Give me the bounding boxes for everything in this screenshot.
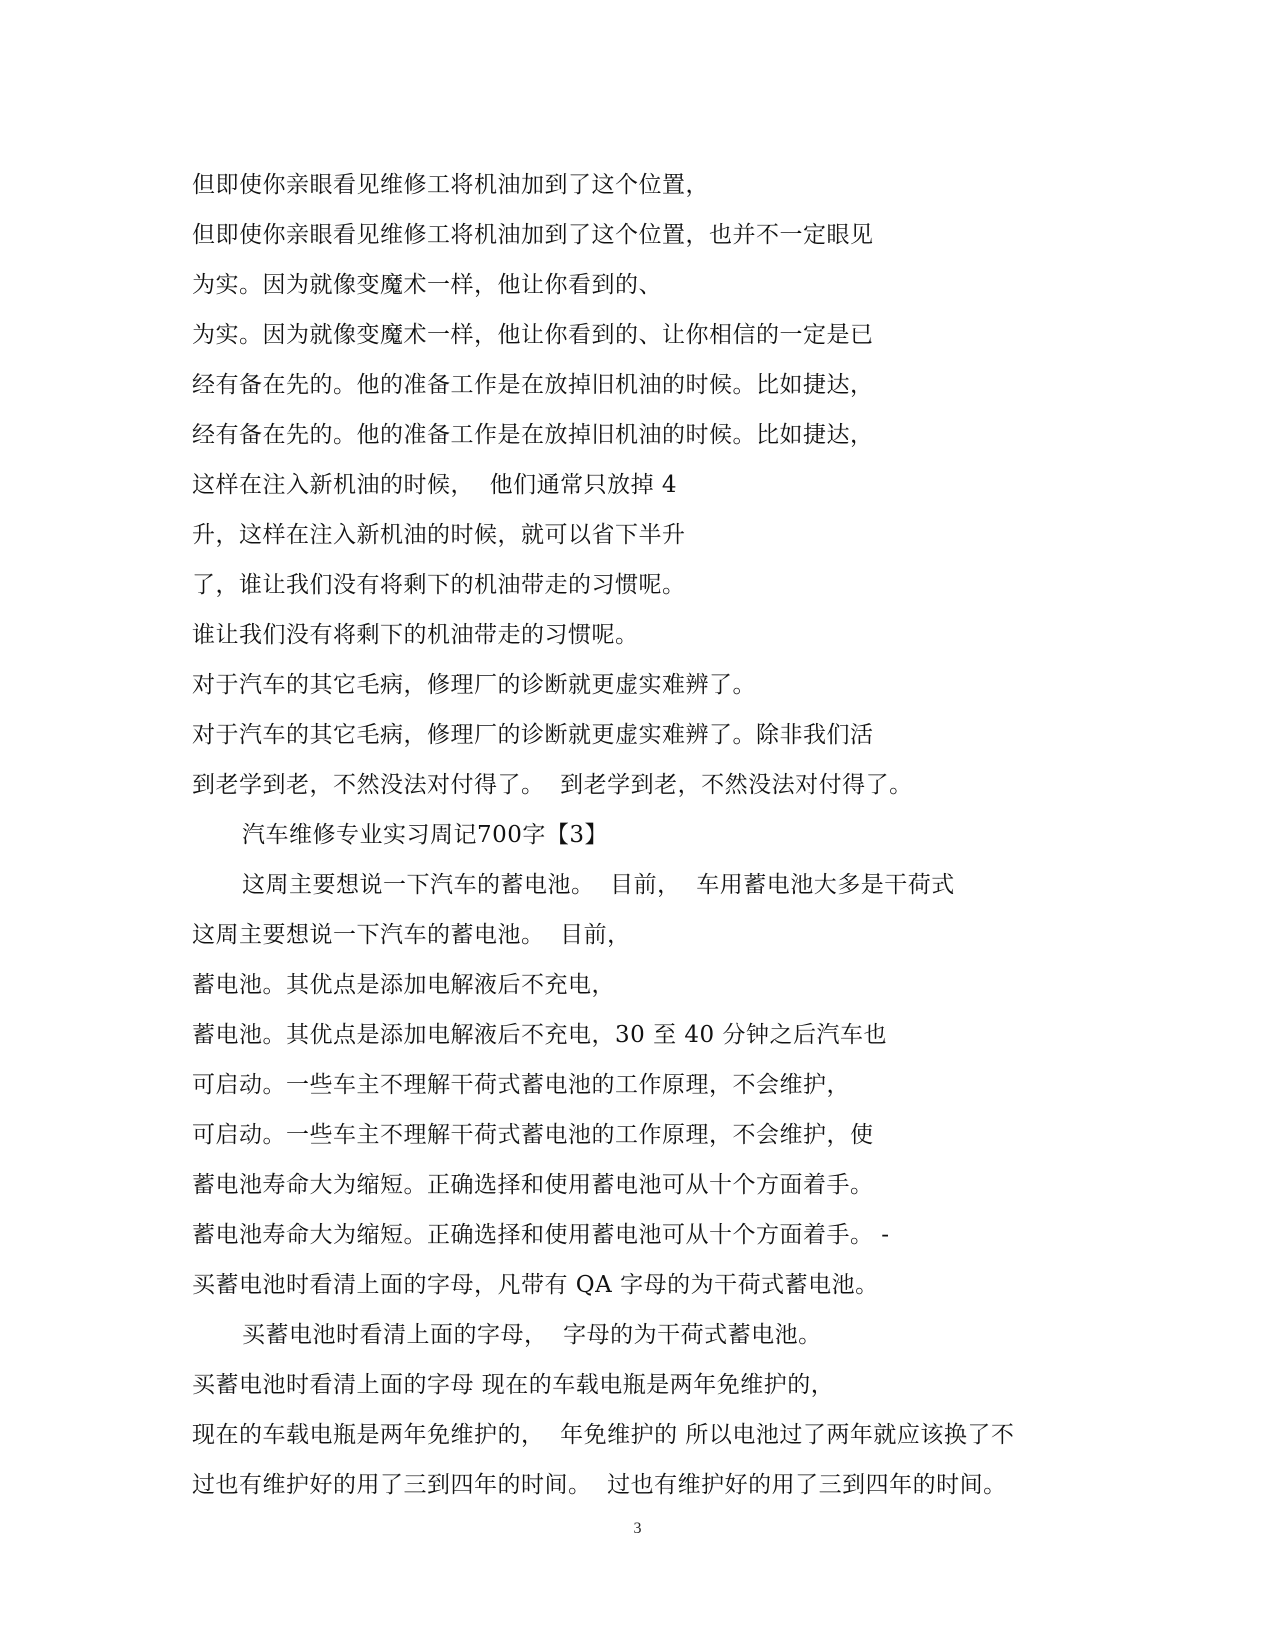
text-line: 但即使你亲眼看见维修工将机油加到了这个位置，也并不一定眼见 [192,222,874,248]
text-line: 升，这样在注入新机油的时候，就可以省下半升 [192,522,686,548]
text-line: 这周主要想说一下汽车的蓄电池。 目前， [192,922,631,948]
text-line: 但即使你亲眼看见维修工将机油加到了这个位置， [192,172,709,198]
text-line: 为实。因为就像变魔术一样，他让你看到的、让你相信的一定是已 [192,322,874,348]
text-line: 蓄电池寿命大为缩短。正确选择和使用蓄电池可从十个方面着手。 [192,1172,874,1198]
text-line: 买蓄电池时看清上面的字母，凡带有 QA 字母的为干荷式蓄电池。 [192,1272,879,1298]
page-number: 3 [633,1520,642,1537]
text-line: 谁让我们没有将剩下的机油带走的习惯呢。 [192,622,639,648]
text-line: 买蓄电池时看清上面的字母， 字母的为干荷式蓄电池。 [242,1322,822,1348]
text-line: 可启动。一些车主不理解干荷式蓄电池的工作原理，不会维护，使 [192,1122,874,1148]
text-line: 过也有维护好的用了三到四年的时间。 过也有维护好的用了三到四年的时间。 [192,1472,1007,1498]
text-line: 经有备在先的。他的准备工作是在放掉旧机油的时候。比如捷达， [192,372,874,398]
text-line: 对于汽车的其它毛病，修理厂的诊断就更虚实难辨了。除非我们活 [192,722,874,748]
section-heading: 汽车维修专业实习周记700字【3】 [242,822,609,848]
body-text [192,168,1092,1518]
text-line: 为实。因为就像变魔术一样，他让你看到的、 [192,272,662,298]
text-line: 对于汽车的其它毛病，修理厂的诊断就更虚实难辨了。 [192,672,756,698]
text-line: 可启动。一些车主不理解干荷式蓄电池的工作原理，不会维护， [192,1072,850,1098]
text-line: 这样在注入新机油的时候， 他们通常只放掉 4 [192,472,678,498]
text-line: 现在的车载电瓶是两年免维护的， 年免维护的 所以电池过了两年就应该换了不 [192,1422,1015,1448]
text-line: 经有备在先的。他的准备工作是在放掉旧机油的时候。比如捷达， [192,422,874,448]
text-line: 这周主要想说一下汽车的蓄电池。 目前， 车用蓄电池大多是干荷式 [242,872,955,898]
text-line: 了，谁让我们没有将剩下的机油带走的习惯呢。 [192,572,686,598]
text-line: 买蓄电池时看清上面的字母 现在的车载电瓶是两年免维护的， [192,1372,835,1398]
text-line: 蓄电池。其优点是添加电解液后不充电， [192,972,615,998]
text-line: 到老学到老，不然没法对付得了。 到老学到老，不然没法对付得了。 [192,772,913,798]
text-line: 蓄电池寿命大为缩短。正确选择和使用蓄电池可从十个方面着手。 - [192,1222,890,1248]
text-line: 蓄电池。其优点是添加电解液后不充电，30 至 40 分钟之后汽车也 [192,1022,887,1048]
